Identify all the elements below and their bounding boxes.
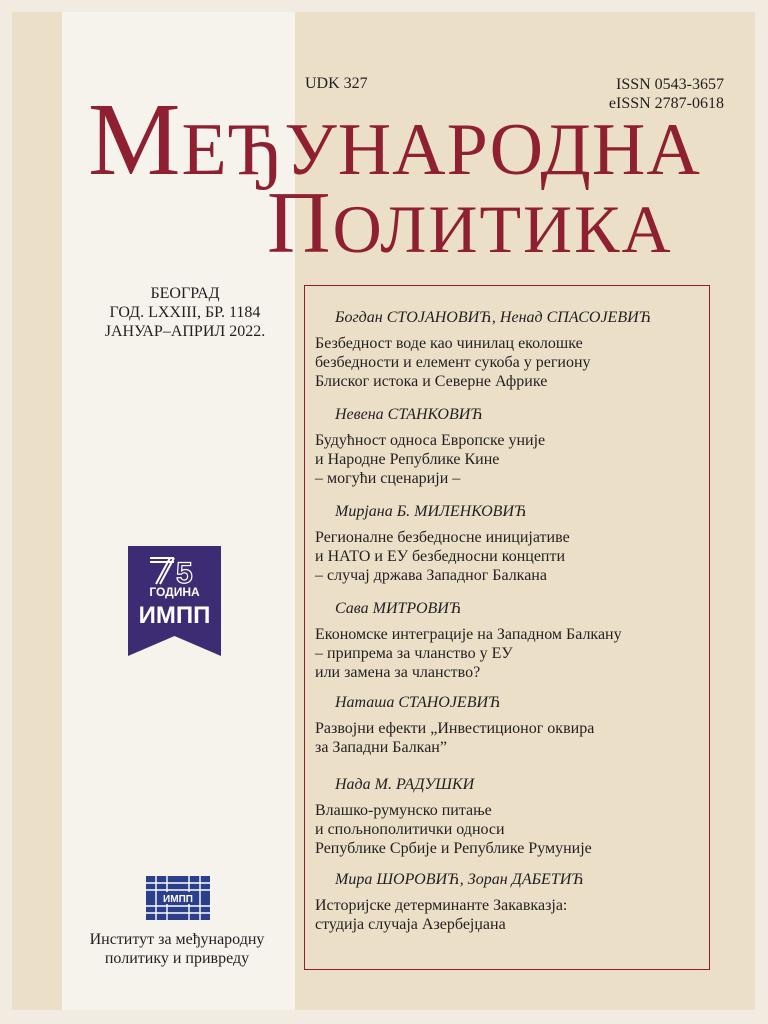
issue-volume: ГОД. LXXIII, БР. 1184 xyxy=(109,304,261,321)
udk-code: UDK 327 xyxy=(305,75,368,92)
article-7 xyxy=(315,870,705,934)
issue-city: БЕОГРАД xyxy=(150,285,220,302)
journal-title-line2 xyxy=(267,175,673,272)
article-authors: Сава МИТРОВИЋ xyxy=(335,600,462,617)
badge-five: 5 xyxy=(176,557,193,590)
article-6 xyxy=(315,775,705,858)
article-title: Будућност односа Европске уније и Народне Републике Кине – могући сценарији – xyxy=(315,432,546,487)
article-authors: Наташа СТАНОЈЕВИЋ xyxy=(335,694,501,711)
publisher-logo xyxy=(146,876,210,920)
issue-period: ЈАНУАР–АПРИЛ 2022. xyxy=(104,323,266,340)
table-of-contents xyxy=(304,285,710,970)
svg-text:ИМПП: ИМПП xyxy=(163,894,193,905)
article-authors: Мирјана Б. МИЛЕНКОВИЋ xyxy=(335,503,527,520)
title-initial-2: П xyxy=(267,175,333,272)
article-title: Економске интеграције на Западном Балкану – припрема за чланство у ЕУ или замена за чланство? xyxy=(315,626,622,681)
article-authors: Невена СТАНКОВИЋ xyxy=(335,406,484,423)
article-5 xyxy=(315,693,705,757)
badge-acronym: ИМПП xyxy=(138,602,211,629)
article-title: Регионалне безбедносне иницијативе и НАТО и ЕУ безбедносни концепти – случај држава Западног Балкана xyxy=(315,529,570,584)
article-authors: Нада М. РАДУШКИ xyxy=(335,776,475,793)
article-3 xyxy=(315,502,705,585)
issn: ISSN 0543-3657 xyxy=(615,76,724,93)
article-title: Развојни ефекти „Инвестиционог оквира за Западни Балкан” xyxy=(315,720,595,756)
globe-logo-icon xyxy=(146,876,210,920)
badge-shape-icon xyxy=(128,546,221,656)
eissn: eISSN 2787-0618 xyxy=(608,95,724,112)
article-title: Влашко-румунско питање и спољнополитички односи Републике Србије и Републике Румуније xyxy=(315,802,592,857)
issue-info xyxy=(62,284,308,341)
article-authors: Богдан СТОЈАНОВИЋ, Ненад СПАСОЈЕВИЋ xyxy=(335,309,652,326)
badge-years: ГОДИНА xyxy=(149,585,200,599)
article-title: Безбедност воде као чинилац еколошке безбедности и елемент сукоба у региону Блиског истока и Северне Африке xyxy=(315,335,591,390)
article-2 xyxy=(315,405,705,488)
article-1 xyxy=(315,308,705,391)
article-authors: Мира ШОРОВИЋ, Зоран ДАБЕТИЋ xyxy=(335,871,585,888)
anniversary-badge xyxy=(128,546,221,656)
title-rest-2: ОЛИТИКА xyxy=(332,191,673,267)
article-title: Историјске детерминанте Закавказја: студија случаја Азербејџана xyxy=(315,897,568,933)
article-4 xyxy=(315,599,705,682)
title-initial-1: М xyxy=(88,82,182,197)
publisher-name: Институт за међународну политику и привреду xyxy=(89,931,265,967)
title-rest-1: ЕЂУНАРОДНА xyxy=(181,109,701,191)
